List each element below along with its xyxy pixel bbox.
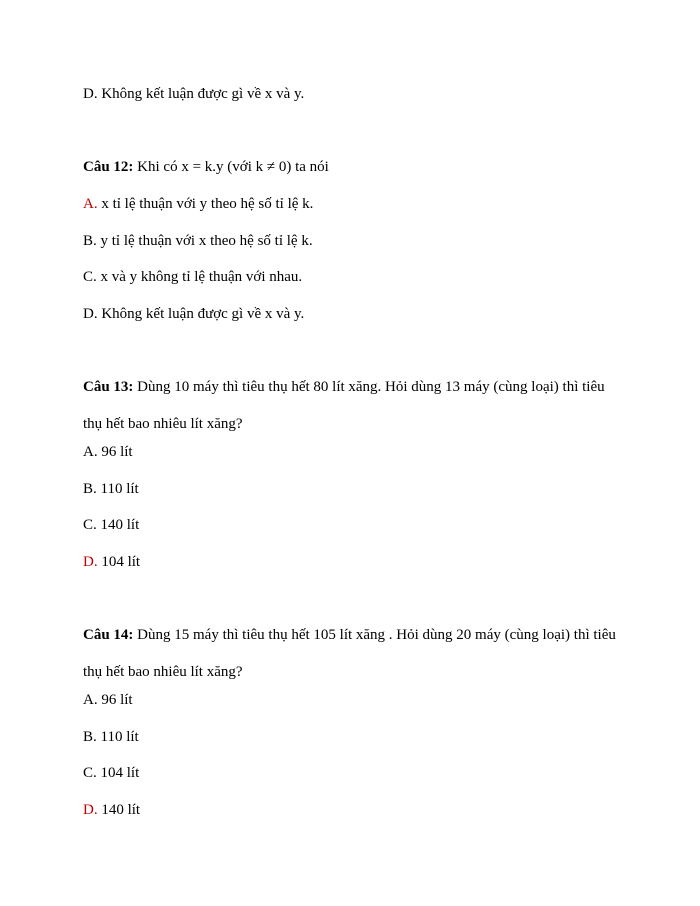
q13-option-a <box>83 442 640 462</box>
q14-option-c <box>83 763 640 783</box>
option-text: Không kết luận được gì về x và y. <box>97 306 305 322</box>
option-letter: B. <box>83 729 97 745</box>
option-text: x và y không tỉ lệ thuận với nhau. <box>96 269 303 285</box>
option-letter: A. <box>83 444 98 460</box>
question-14 <box>83 617 623 691</box>
option-text: 110 lít <box>96 729 139 745</box>
option-letter: C. <box>83 517 97 533</box>
option-text: D. Không kết luận được gì về x và y. <box>83 86 305 102</box>
option-text: 110 lít <box>96 481 139 497</box>
option-text: 96 lít <box>97 444 133 460</box>
option-text: 140 lít <box>97 802 141 818</box>
question-label: Câu 12: <box>83 159 134 175</box>
q13-option-b <box>83 479 640 499</box>
option-letter: C. <box>83 269 97 285</box>
q12-option-b <box>83 231 640 251</box>
option-text: 96 lít <box>97 692 133 708</box>
option-text: y tỉ lệ thuận với x theo hệ số tỉ lệ k. <box>96 233 313 249</box>
option-letter: D. <box>83 554 98 570</box>
q13-option-c <box>83 515 640 535</box>
q14-option-d <box>83 800 640 820</box>
option-text: 104 lít <box>97 554 141 570</box>
prev-option-d <box>83 84 640 104</box>
q12-option-d <box>83 304 640 324</box>
option-letter: B. <box>83 233 97 249</box>
option-text: 104 lít <box>96 765 140 781</box>
q13-option-d <box>83 552 640 572</box>
option-letter: D. <box>83 306 98 322</box>
question-13 <box>83 369 623 443</box>
q12-option-a <box>83 194 640 214</box>
option-letter: B. <box>83 481 97 497</box>
q12-option-c <box>83 267 640 287</box>
q14-option-a <box>83 690 640 710</box>
option-text: x tỉ lệ thuận với y theo hệ số tỉ lệ k. <box>97 196 314 212</box>
option-letter: A. <box>83 196 98 212</box>
option-letter: D. <box>83 802 98 818</box>
q14-option-b <box>83 727 640 747</box>
option-letter: A. <box>83 692 98 708</box>
option-text: 140 lít <box>96 517 140 533</box>
question-label: Câu 13: <box>83 379 134 395</box>
question-text: Dùng 10 máy thì tiêu thụ hết 80 lít xăng. Hỏi dùng 13 máy (cùng loại) thì tiêu thụ hết bao nhiêu lít xăng? <box>83 379 605 432</box>
option-letter: C. <box>83 765 97 781</box>
question-text: Khi có x = k.y (với k ≠ 0) ta nói <box>133 159 329 175</box>
question-12 <box>83 157 640 177</box>
question-text: Dùng 15 máy thì tiêu thụ hết 105 lít xăng . Hỏi dùng 20 máy (cùng loại) thì tiêu thụ hết bao nhiêu lít xăng? <box>83 627 616 680</box>
question-label: Câu 14: <box>83 627 134 643</box>
